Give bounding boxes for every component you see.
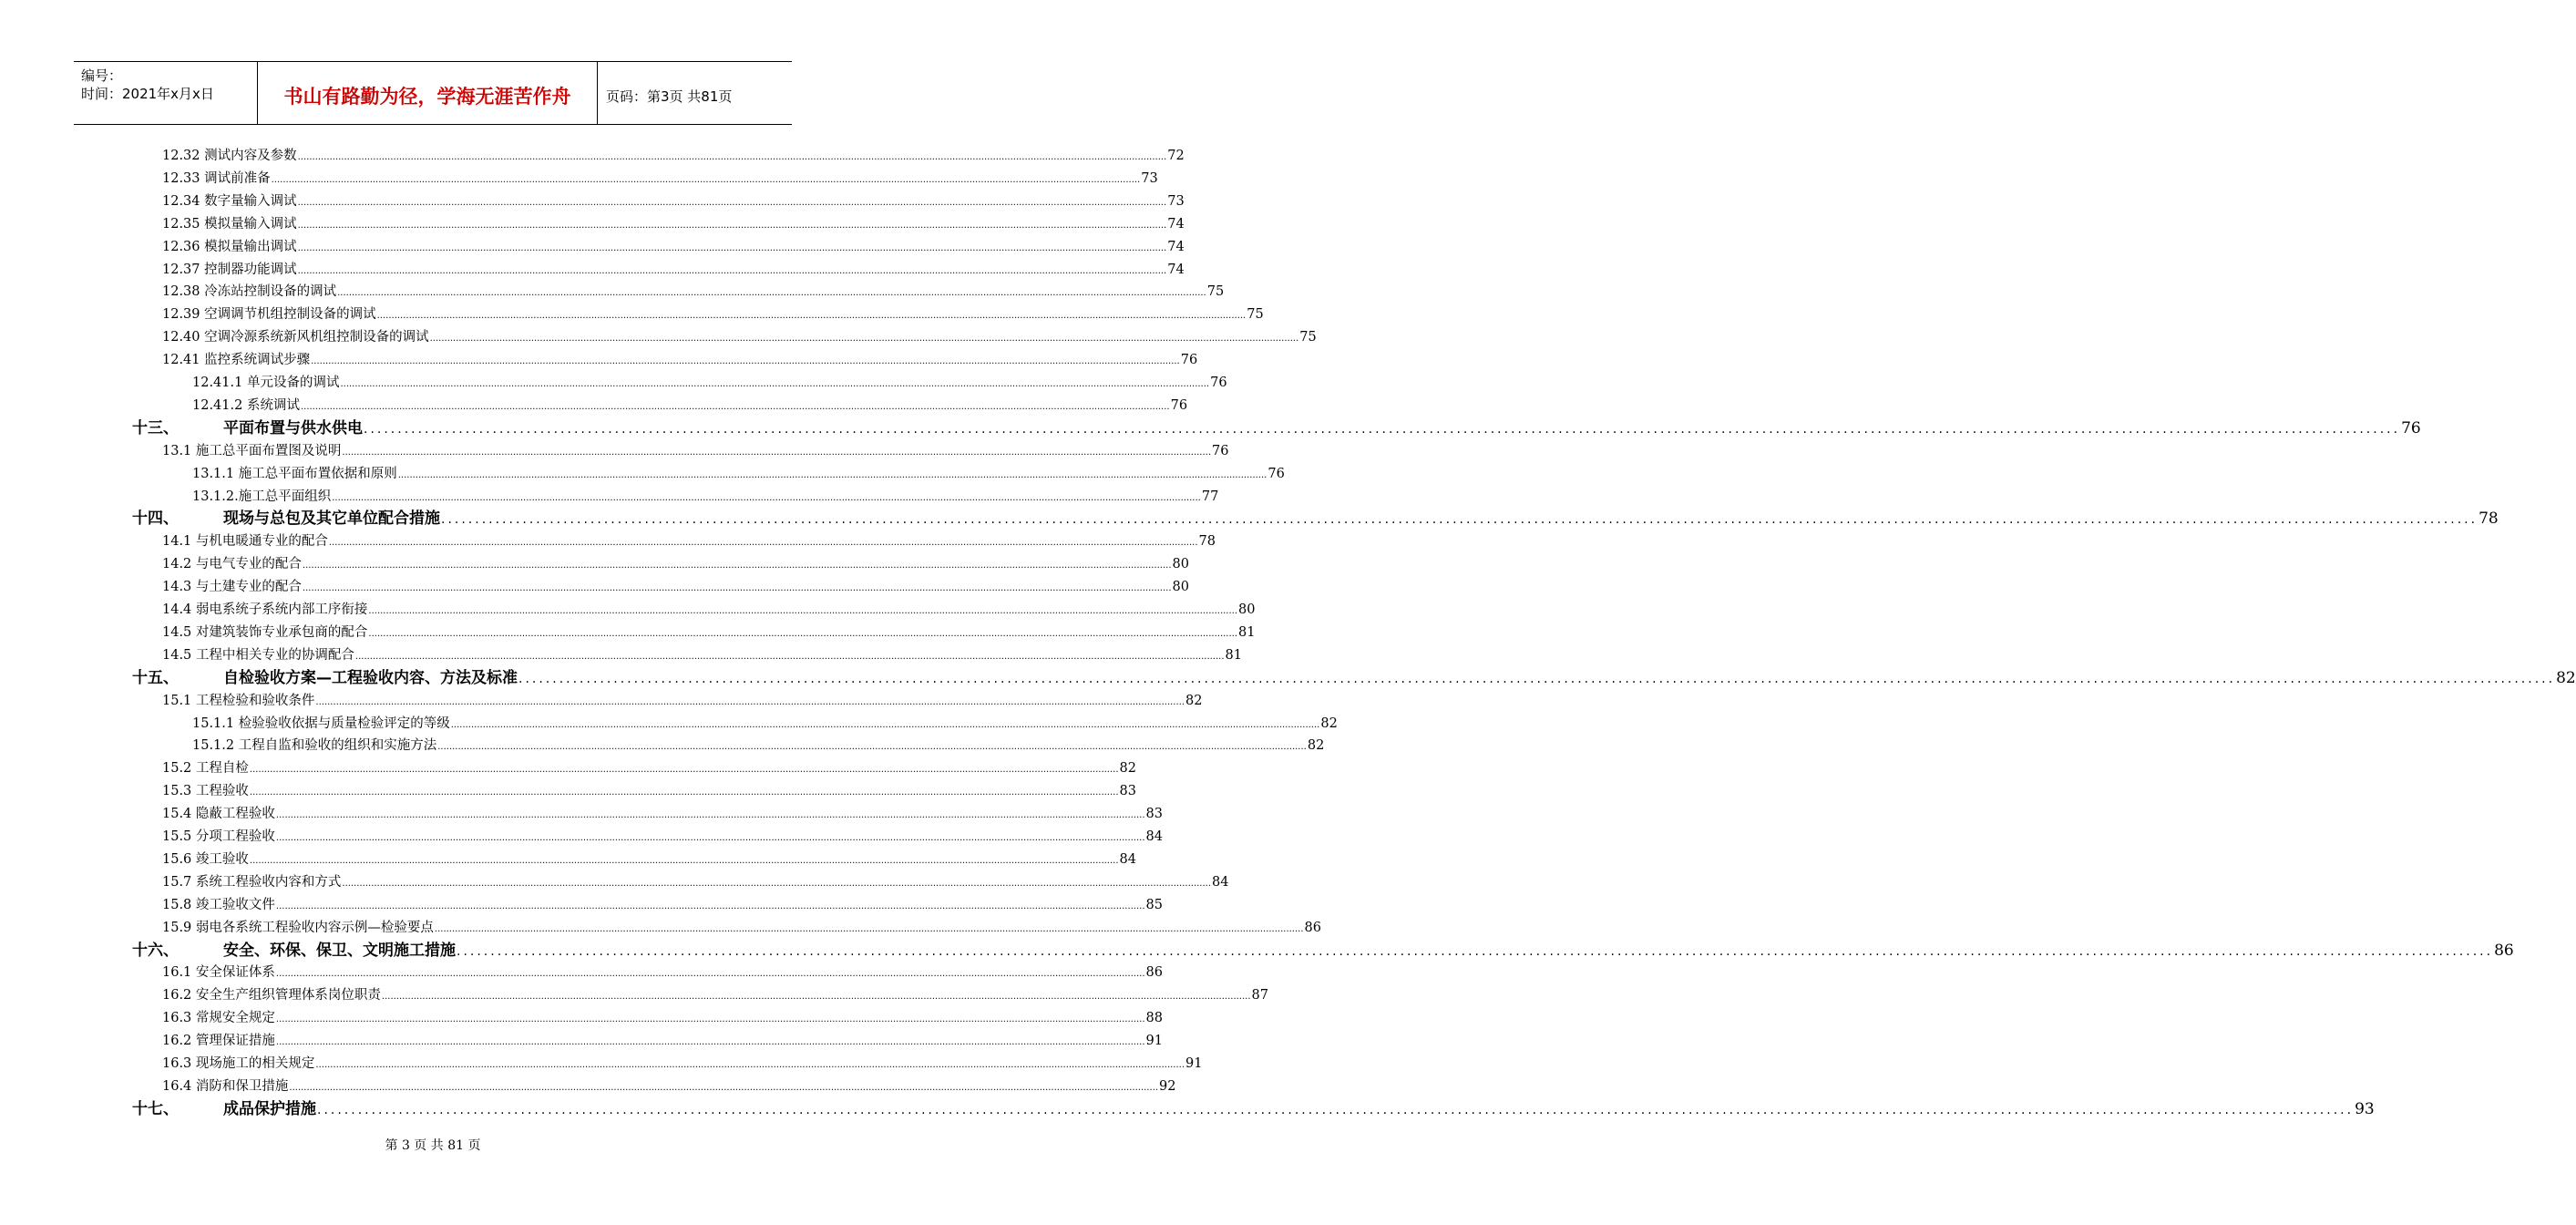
toc-entry[interactable] bbox=[162, 282, 1225, 302]
toc-page-number: 74 bbox=[1167, 262, 1185, 277]
toc-page-number: 82 bbox=[1119, 761, 1136, 777]
toc-entry[interactable] bbox=[132, 668, 2576, 688]
toc-entry[interactable] bbox=[132, 418, 2421, 438]
toc-entry-title: 14.2 与电气专业的配合 bbox=[162, 557, 302, 572]
toc-dot-leader: ............................................................................................................................................................................................................................................................................................................ bbox=[311, 356, 1180, 367]
toc-entry-title: 13.1 施工总平面布置图及说明 bbox=[162, 443, 342, 458]
toc-page-number: 93 bbox=[2355, 1099, 2375, 1118]
toc-dot-leader: ............................................................................................................................................................................................................................................................................................................ bbox=[376, 311, 1247, 322]
toc-dot-leader: ............................................................................................................................................................................................................................................................................................................ bbox=[328, 538, 1198, 549]
toc-entry[interactable] bbox=[162, 827, 1163, 847]
toc-page-number: 80 bbox=[1172, 557, 1189, 572]
toc-entry-title: 14.3 与土建专业的配合 bbox=[162, 580, 302, 595]
toc-entry-title: 15.3 工程验收 bbox=[162, 784, 249, 799]
toc-dot-leader: ............................................................................................................................................................................................................................................................................................................ bbox=[457, 943, 2494, 959]
toc-page-number: 75 bbox=[1247, 307, 1264, 323]
toc-entry[interactable] bbox=[162, 804, 1163, 824]
toc-dot-leader: ............................................................................................................................................................................................................................................................................................................ bbox=[437, 742, 1307, 753]
toc-chapter-number: 十三、 bbox=[132, 418, 179, 438]
toc-entry[interactable] bbox=[162, 531, 1216, 551]
toc-entry[interactable] bbox=[162, 872, 1229, 892]
toc-page-number: 88 bbox=[1145, 1011, 1163, 1026]
toc-dot-leader: ............................................................................................................................................................................................................................................................................................................ bbox=[275, 901, 1145, 911]
toc-dot-leader: ............................................................................................................................................................................................................................................................................................................ bbox=[434, 923, 1304, 934]
toc-page-number: 91 bbox=[1145, 1034, 1163, 1049]
toc-entry-title: 15.2 工程自检 bbox=[162, 761, 249, 777]
toc-page-number: 73 bbox=[1141, 170, 1158, 186]
toc-dot-leader: ............................................................................................................................................................................................................................................................................................................ bbox=[275, 833, 1145, 843]
toc-dot-leader: ............................................................................................................................................................................................................................................................................................................ bbox=[337, 288, 1206, 299]
toc-dot-leader: ............................................................................................................................................................................................................................................................................................................ bbox=[381, 992, 1251, 1003]
toc-entry-title: 12.32 测试内容及参数 bbox=[162, 149, 297, 163]
toc-entry[interactable] bbox=[162, 1008, 1163, 1028]
toc-page-number: 84 bbox=[1145, 829, 1163, 844]
toc-page-number: 83 bbox=[1119, 784, 1136, 799]
header-date-label: 时间：2021年x月x日 bbox=[81, 86, 214, 102]
toc-entry[interactable] bbox=[162, 895, 1163, 915]
toc-page-number: 74 bbox=[1167, 216, 1185, 232]
toc-entry-title: 16.2 管理保证措施 bbox=[162, 1034, 275, 1049]
toc-entry-title: 16.1 安全保证体系 bbox=[162, 965, 275, 981]
toc-dot-leader: ............................................................................................................................................................................................................................................................................................................ bbox=[271, 174, 1141, 185]
toc-page-number: 86 bbox=[1145, 965, 1163, 981]
toc-page-number: 72 bbox=[1167, 149, 1185, 163]
toc-entry-title: 12.41.2 系统调试 bbox=[192, 397, 300, 413]
toc-entry-title: 16.3 现场施工的相关规定 bbox=[162, 1056, 315, 1071]
toc-page-number: 85 bbox=[1145, 897, 1163, 912]
toc-dot-leader: ............................................................................................................................................................................................................................................................................................................ bbox=[297, 242, 1167, 253]
toc-entry[interactable] bbox=[132, 509, 2499, 529]
toc-dot-leader: ............................................................................................................................................................................................................................................................................................................ bbox=[450, 719, 1320, 730]
toc-dot-leader: ............................................................................................................................................................................................................................................................................................................ bbox=[441, 512, 2479, 528]
toc-dot-leader: ............................................................................................................................................................................................................................................................................................................ bbox=[297, 220, 1167, 231]
toc-chapter-title: 现场与总包及其它单位配合措施 bbox=[223, 510, 440, 529]
toc-dot-leader: ............................................................................................................................................................................................................................................................................................................ bbox=[317, 1102, 2355, 1117]
toc-page-number: 78 bbox=[1198, 534, 1216, 550]
toc-entry-title: 15.8 竣工验收文件 bbox=[162, 897, 275, 912]
toc-page-number: 76 bbox=[1170, 397, 1188, 413]
toc-entry[interactable] bbox=[162, 260, 1185, 280]
toc-entry[interactable] bbox=[162, 214, 1185, 234]
toc-entry[interactable] bbox=[162, 1076, 1176, 1096]
toc-page-number: 76 bbox=[2401, 418, 2421, 438]
toc-page-number: 92 bbox=[1159, 1078, 1176, 1094]
toc-dot-leader: ............................................................................................................................................................................................................................................................................................................ bbox=[297, 197, 1167, 208]
toc-entry-title: 15.1 工程检验和验收条件 bbox=[162, 693, 315, 708]
toc-entry[interactable] bbox=[162, 169, 1158, 189]
toc-entry-title: 12.41 监控系统调试步骤 bbox=[162, 353, 311, 368]
toc-dot-leader: ............................................................................................................................................................................................................................................................................................................ bbox=[368, 628, 1238, 639]
toc-entry-title: 15.9 弱电各系统工程验收内容示例—检验要点 bbox=[162, 920, 434, 935]
toc-entry-title: 12.38 冷冻站控制设备的调试 bbox=[162, 284, 337, 300]
toc-entry-title: 14.4 弱电系统子系统内部工序衔接 bbox=[162, 602, 368, 617]
toc-chapter-title: 自检验收方案—工程验收内容、方法及标准 bbox=[223, 668, 518, 687]
toc-dot-leader: ............................................................................................................................................................................................................................................................................................................ bbox=[297, 152, 1167, 162]
toc-chapter-title: 安全、环保、保卫、文明施工措施 bbox=[223, 941, 456, 960]
toc-page-number: 82 bbox=[1185, 693, 1203, 708]
toc-dot-leader: ............................................................................................................................................................................................................................................................................................................ bbox=[429, 334, 1299, 345]
toc-dot-leader: ............................................................................................................................................................................................................................................................................................................ bbox=[297, 265, 1167, 276]
toc-chapter-number: 十六、 bbox=[132, 941, 179, 960]
toc-entry-title: 12.39 空调调节机组控制设备的调试 bbox=[162, 307, 376, 323]
toc-entry-title: 14.1 与机电暖通专业的配合 bbox=[162, 534, 328, 550]
toc-entry-title: 16.4 消防和保卫措施 bbox=[162, 1078, 289, 1094]
toc-page-number: 84 bbox=[1212, 874, 1229, 890]
toc-entry[interactable] bbox=[162, 849, 1136, 870]
toc-entry[interactable] bbox=[192, 714, 1338, 734]
toc-dot-leader: ............................................................................................................................................................................................................................................................................................................ bbox=[518, 671, 2556, 686]
toc-entry-title: 12.33 调试前准备 bbox=[162, 170, 271, 186]
toc-entry[interactable] bbox=[162, 441, 1229, 461]
toc-page-number: 82 bbox=[1307, 738, 1325, 754]
toc-entry[interactable] bbox=[162, 600, 1256, 620]
toc-entry-title: 12.35 模拟量输入调试 bbox=[162, 216, 297, 232]
toc-entry-title bbox=[132, 668, 518, 688]
toc-chapter-number: 十七、 bbox=[132, 1099, 179, 1118]
toc-entry-title: 13.1.2.施工总平面组织 bbox=[192, 489, 332, 504]
toc-entry-title: 16.2 安全生产组织管理体系岗位职责 bbox=[162, 988, 381, 1004]
toc-dot-leader: ............................................................................................................................................................................................................................................................................................................ bbox=[354, 651, 1225, 662]
toc-entry[interactable] bbox=[162, 962, 1163, 983]
toc-entry-title: 15.1.2 工程自监和验收的组织和实施方法 bbox=[192, 738, 437, 754]
toc-page-number: 76 bbox=[1210, 376, 1227, 390]
toc-entry-title: 15.4 隐蔽工程验收 bbox=[162, 807, 275, 822]
toc-chapter-title: 成品保护措施 bbox=[223, 1099, 316, 1118]
toc-dot-leader: ............................................................................................................................................................................................................................................................................................................ bbox=[302, 561, 1172, 571]
toc-page-number: 76 bbox=[1180, 353, 1198, 368]
toc-entry[interactable] bbox=[162, 645, 1242, 665]
toc-entry[interactable] bbox=[192, 464, 1285, 484]
toc-page-number: 75 bbox=[1299, 330, 1317, 345]
toc-dot-leader: ............................................................................................................................................................................................................................................................................................................ bbox=[340, 379, 1210, 389]
toc-entry[interactable] bbox=[192, 396, 1188, 416]
toc-page-number: 78 bbox=[2479, 510, 2499, 529]
toc-entry[interactable] bbox=[162, 304, 1264, 324]
toc-chapter-number: 十五、 bbox=[132, 668, 179, 687]
toc-dot-leader: ............................................................................................................................................................................................................................................................................................................ bbox=[315, 1060, 1185, 1070]
page-footer: 第 3 页 共 81 页 bbox=[385, 1138, 481, 1153]
toc-page-number: 84 bbox=[1119, 851, 1136, 867]
toc-page-number: 82 bbox=[2556, 668, 2576, 687]
toc-page-number: 75 bbox=[1206, 284, 1225, 300]
toc-entry-title: 16.3 常规安全规定 bbox=[162, 1011, 275, 1026]
toc-entry[interactable] bbox=[162, 350, 1198, 370]
toc-page-number: 73 bbox=[1167, 193, 1185, 209]
toc-entry-title: 14.5 对建筑装饰专业承包商的配合 bbox=[162, 624, 368, 640]
toc-page-number: 76 bbox=[1212, 443, 1229, 458]
toc-entry[interactable] bbox=[192, 373, 1227, 393]
toc-entry[interactable] bbox=[162, 691, 1203, 711]
toc-entry[interactable] bbox=[162, 327, 1317, 347]
toc-dot-leader: ............................................................................................................................................................................................................................................................................................................ bbox=[249, 855, 1119, 866]
toc-dot-leader: ............................................................................................................................................................................................................................................................................................................ bbox=[289, 1082, 1159, 1093]
toc-page-number: 86 bbox=[2494, 941, 2514, 960]
toc-dot-leader: ............................................................................................................................................................................................................................................................................................................ bbox=[397, 469, 1267, 480]
toc-entry-title: 13.1.1 施工总平面布置依据和原则 bbox=[192, 466, 397, 481]
toc-dot-leader: ............................................................................................................................................................................................................................................................................................................ bbox=[275, 810, 1145, 821]
header-code-label: 编号： bbox=[81, 67, 123, 84]
toc-dot-leader: ............................................................................................................................................................................................................................................................................................................ bbox=[368, 606, 1238, 616]
toc-entry-title: 12.36 模拟量输出调试 bbox=[162, 239, 297, 254]
toc-dot-leader: ............................................................................................................................................................................................................................................................................................................ bbox=[342, 878, 1212, 889]
toc-page-number: 91 bbox=[1185, 1056, 1203, 1071]
toc-dot-leader: ............................................................................................................................................................................................................................................................................................................ bbox=[332, 492, 1201, 503]
toc-page-number: 80 bbox=[1238, 602, 1256, 617]
toc-dot-leader: ............................................................................................................................................................................................................................................................................................................ bbox=[249, 788, 1119, 798]
toc-dot-leader: ............................................................................................................................................................................................................................................................................................................ bbox=[249, 765, 1119, 776]
toc-entry-title: 15.1.1 检验验收依据与质量检验评定的等级 bbox=[192, 715, 450, 731]
toc-entry[interactable] bbox=[162, 554, 1189, 574]
toc-entry[interactable] bbox=[192, 487, 1219, 507]
toc-page-number: 82 bbox=[1320, 715, 1338, 731]
toc-entry[interactable] bbox=[162, 985, 1268, 1005]
toc-entry[interactable] bbox=[132, 941, 2514, 961]
toc-entry[interactable] bbox=[162, 191, 1185, 211]
toc-dot-leader: ............................................................................................................................................................................................................................................................................................................ bbox=[300, 401, 1170, 412]
page-header bbox=[74, 61, 792, 125]
toc-page-number: 81 bbox=[1238, 624, 1256, 640]
toc-entry[interactable] bbox=[162, 758, 1136, 778]
toc-entry[interactable] bbox=[162, 146, 1185, 166]
toc-entry-title: 14.5 工程中相关专业的协调配合 bbox=[162, 647, 354, 663]
toc-entry[interactable] bbox=[192, 736, 1325, 756]
toc-dot-leader: ............................................................................................................................................................................................................................................................................................................ bbox=[315, 696, 1185, 707]
toc-entry-title: 12.37 控制器功能调试 bbox=[162, 262, 297, 277]
toc-entry[interactable] bbox=[132, 1099, 2375, 1119]
toc-entry[interactable] bbox=[162, 577, 1189, 597]
toc-entry-title: 15.6 竣工验收 bbox=[162, 851, 249, 867]
toc-page-number: 77 bbox=[1201, 489, 1219, 504]
toc-entry[interactable] bbox=[162, 918, 1321, 938]
toc-chapter-number: 十四、 bbox=[132, 510, 179, 529]
toc-page-number: 80 bbox=[1172, 580, 1189, 595]
toc-dot-leader: ............................................................................................................................................................................................................................................................................................................ bbox=[364, 421, 2401, 437]
header-meta-cell bbox=[74, 62, 258, 124]
toc-page-number: 76 bbox=[1267, 466, 1285, 481]
toc-page-number: 74 bbox=[1167, 239, 1185, 254]
toc-page-number: 83 bbox=[1145, 807, 1163, 822]
toc-dot-leader: ............................................................................................................................................................................................................................................................................................................ bbox=[275, 969, 1145, 980]
toc-entry-title bbox=[132, 418, 363, 438]
toc-entry-title: 12.34 数字量输入调试 bbox=[162, 193, 297, 209]
toc-entry-title: 15.5 分项工程验收 bbox=[162, 829, 275, 844]
toc-entry[interactable] bbox=[162, 1054, 1203, 1074]
toc-entry-title: 12.41.1 单元设备的调试 bbox=[192, 376, 340, 390]
header-page-info: 页码：第3页 共81页 bbox=[606, 88, 733, 105]
toc-page-number: 87 bbox=[1251, 988, 1268, 1004]
toc-chapter-title: 平面布置与供水供电 bbox=[223, 418, 363, 438]
toc-dot-leader: ............................................................................................................................................................................................................................................................................................................ bbox=[275, 1014, 1145, 1025]
toc-entry[interactable] bbox=[162, 237, 1185, 257]
toc-page-number: 81 bbox=[1225, 647, 1242, 663]
header-motto: 书山有路勤为径，学海无涯苦作舟 bbox=[283, 86, 571, 108]
toc-page-number: 86 bbox=[1304, 920, 1321, 935]
toc-entry-title: 12.40 空调冷源系统新风机组控制设备的调试 bbox=[162, 330, 429, 345]
toc-entry-title bbox=[132, 1099, 316, 1119]
toc-dot-leader: ............................................................................................................................................................................................................................................................................................................ bbox=[342, 447, 1212, 458]
toc-entry-title bbox=[132, 941, 456, 961]
header-page-cell bbox=[598, 62, 792, 124]
toc-entry-title: 15.7 系统工程验收内容和方式 bbox=[162, 874, 342, 890]
toc-entry-title bbox=[132, 509, 440, 529]
header-motto-cell bbox=[258, 62, 598, 124]
toc-dot-leader: ............................................................................................................................................................................................................................................................................................................ bbox=[275, 1037, 1145, 1048]
toc-entry[interactable] bbox=[162, 623, 1256, 643]
toc-entry[interactable] bbox=[162, 781, 1136, 801]
toc-entry[interactable] bbox=[162, 1031, 1163, 1051]
toc-dot-leader: ............................................................................................................................................................................................................................................................................................................ bbox=[302, 583, 1172, 594]
